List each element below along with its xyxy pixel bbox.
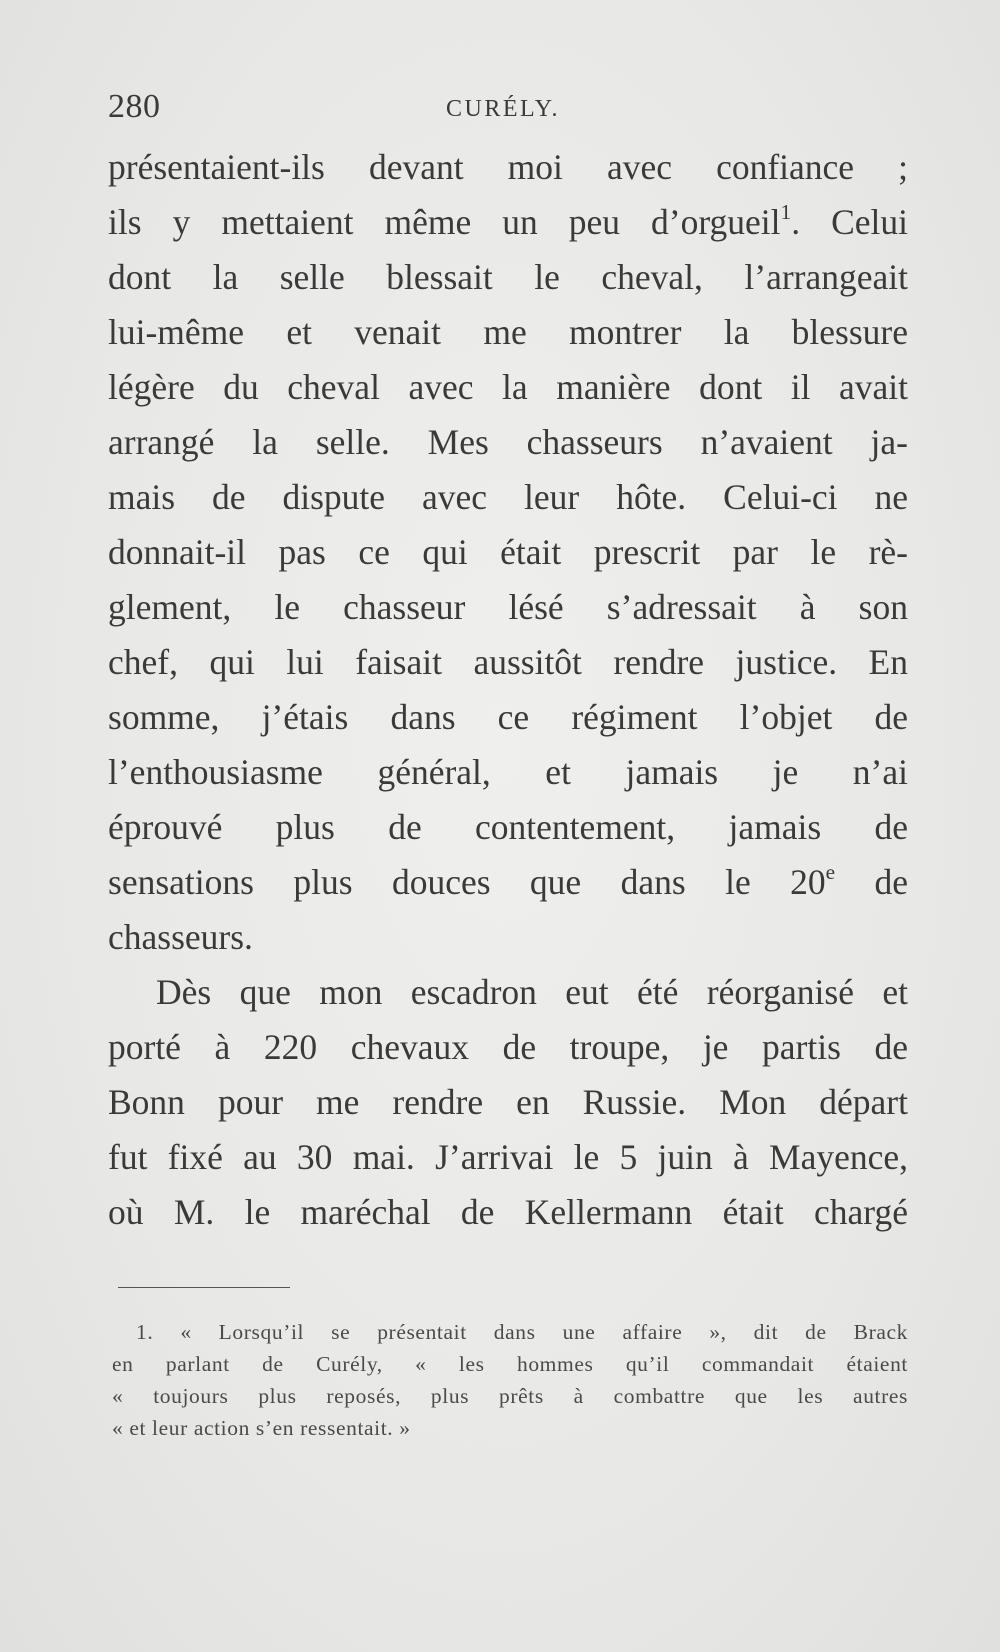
text-line: mais de dispute avec leur hôte. Celui-ci ne xyxy=(108,477,908,517)
text-line: fut fixé au 30 mai. J’arrivai le 5 juin à Mayence, xyxy=(108,1137,908,1177)
footnote xyxy=(112,1316,908,1444)
running-head: CURÉLY. xyxy=(446,96,561,122)
footnote-line: en parlant de Curély, « les hommes qu’il commandait étaient xyxy=(112,1352,908,1376)
text-line: somme, j’étais dans ce régiment l’objet de xyxy=(108,697,908,737)
text-line xyxy=(108,855,908,910)
text-line: où M. le maréchal de Kellermann était chargé xyxy=(108,1192,908,1232)
page-number: 280 xyxy=(108,88,161,125)
footnote-line: « toujours plus reposés, plus prêts à combattre que les autres xyxy=(112,1384,908,1408)
page-header xyxy=(108,88,908,132)
text-line: Bonn pour me rendre en Russie. Mon départ xyxy=(108,1082,908,1122)
text-line: chasseurs. xyxy=(108,917,253,957)
text-line: légère du cheval avec la manière dont il avait xyxy=(108,367,908,407)
ordinal-superscript: e xyxy=(825,860,836,885)
text-line: porté à 220 chevaux de troupe, je partis de xyxy=(108,1027,908,1067)
text-segment: ils y mettaient même un peu d’orgueil xyxy=(108,202,781,242)
text-line xyxy=(108,195,908,250)
text-line: l’enthousiasme général, et jamais je n’ai xyxy=(108,752,908,792)
text-segment: . Celui xyxy=(791,202,909,242)
text-line: arrangé la selle. Mes chasseurs n’avaient ja- xyxy=(108,422,908,462)
body-text xyxy=(108,140,908,1240)
text-line: présentaient-ils devant moi avec confiance ; xyxy=(108,147,908,187)
text-line: éprouvé plus de contentement, jamais de xyxy=(108,807,908,847)
footnote-separator xyxy=(118,1287,290,1288)
text-line: donnait-il pas ce qui était prescrit par le rè- xyxy=(108,532,908,572)
text-line: lui-même et venait me montrer la blessure xyxy=(108,312,908,352)
text-segment: de xyxy=(835,862,908,902)
footnote-line: 1. « Lorsqu’il se présentait dans une affaire », dit de Brack xyxy=(136,1320,908,1344)
footnote-reference: 1 xyxy=(780,200,792,225)
text-line: Dès que mon escadron eut été réorganisé et xyxy=(156,972,908,1012)
text-segment: sensations plus douces que dans le 20 xyxy=(108,862,826,902)
text-line: glement, le chasseur lésé s’adressait à son xyxy=(108,587,908,627)
text-line: chef, qui lui faisait aussitôt rendre justice. En xyxy=(108,642,908,682)
text-line: dont la selle blessait le cheval, l’arrangeait xyxy=(108,257,908,297)
footnote-line: « et leur action s’en ressentait. » xyxy=(112,1416,411,1440)
